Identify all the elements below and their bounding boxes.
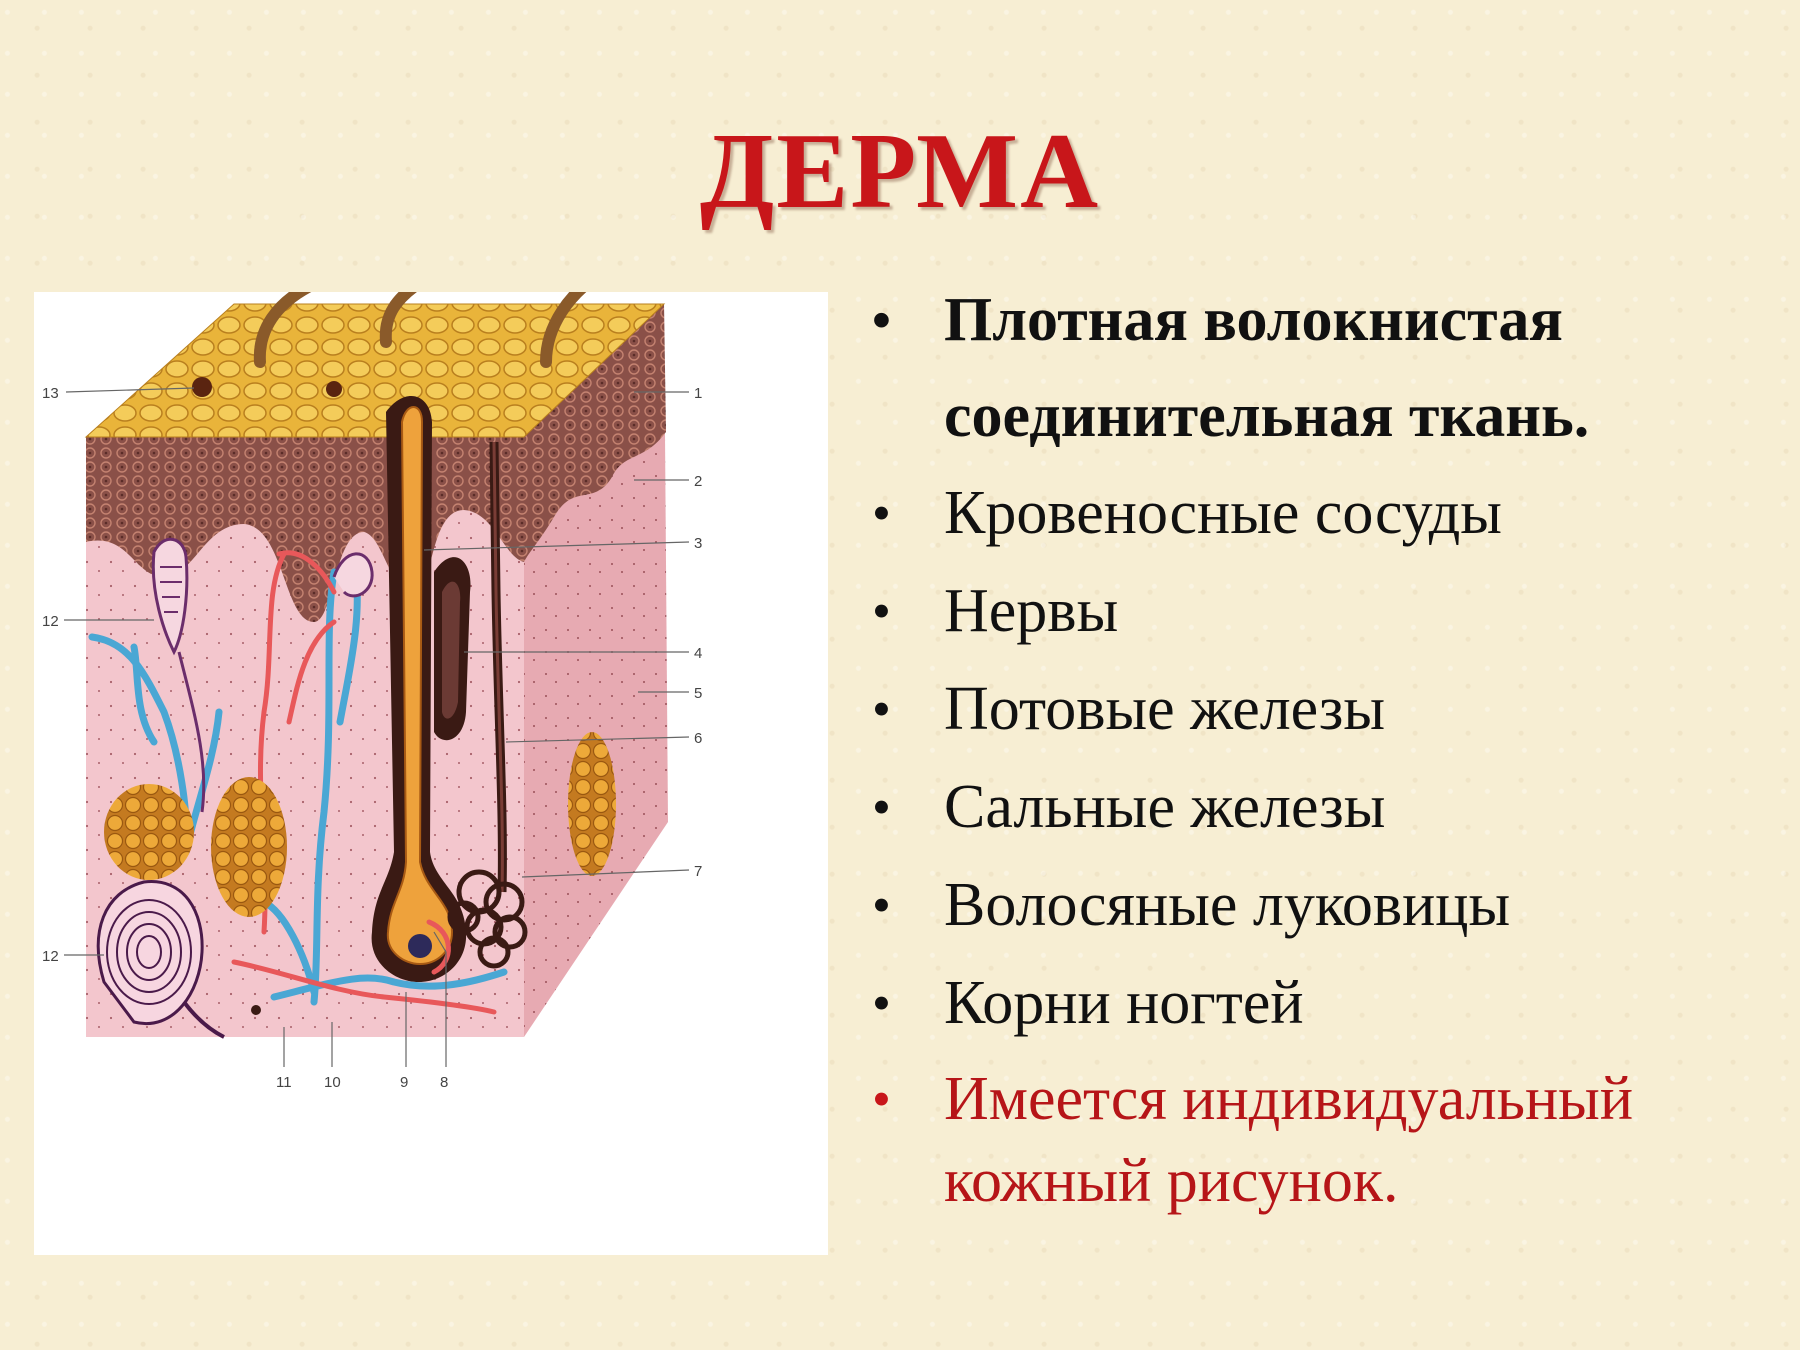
- bullet-glyph: •: [872, 483, 891, 543]
- bullet-text: Сальные железы: [944, 773, 1386, 841]
- bullet-text: Потовые железы: [944, 675, 1386, 743]
- bullet-dense-tissue: [872, 272, 1772, 464]
- sebaceous-gland-inner: [442, 582, 460, 719]
- bullet-nail-roots: [872, 954, 1772, 1052]
- pore-2: [326, 381, 342, 397]
- bullet-list: [872, 272, 1772, 1222]
- skin-diagram-panel: [34, 292, 828, 1255]
- bullet-glyph: •: [872, 875, 891, 935]
- bullet-glyph: •: [872, 777, 891, 837]
- bullet-text: Кровеносные сосуды: [944, 479, 1502, 547]
- vessel-dot: [251, 1005, 261, 1015]
- label-5: 5: [694, 685, 703, 702]
- bullet-nerves: [872, 562, 1772, 660]
- bullet-sweat-glands: [872, 660, 1772, 758]
- bullet-skin-pattern: [872, 1058, 1772, 1222]
- fat-lobule-side: [568, 732, 616, 876]
- bullet-glyph: •: [872, 973, 891, 1033]
- label-8: 8: [440, 1074, 449, 1091]
- bullet-glyph: •: [872, 581, 891, 641]
- skin-cross-section-diagram: [34, 292, 828, 1255]
- slide-title: ДЕРМА: [699, 112, 1101, 231]
- bullet-glyph: •: [872, 679, 891, 739]
- label-1: 1: [694, 385, 703, 402]
- bullet-text: Имеется индивидуальный кожный рисунок.: [944, 1065, 1633, 1215]
- hair-papilla: [408, 934, 432, 958]
- bullet-text: Плотная волокнистая соединительная ткань.: [944, 286, 1590, 450]
- fat-lobule-1: [104, 784, 194, 880]
- label-12-upper: 12: [42, 613, 59, 630]
- label-13: 13: [42, 385, 59, 402]
- label-3: 3: [694, 535, 703, 552]
- bullet-glyph: •: [872, 1069, 891, 1129]
- bullet-hair-bulbs: [872, 856, 1772, 954]
- label-10: 10: [324, 1074, 341, 1091]
- bullet-text: Волосяные луковицы: [944, 871, 1511, 939]
- bullet-text: Корни ногтей: [944, 969, 1304, 1037]
- label-7: 7: [694, 863, 703, 880]
- label-9: 9: [400, 1074, 409, 1091]
- label-12-lower: 12: [42, 948, 59, 965]
- pore-1: [192, 377, 212, 397]
- bullet-glyph: •: [872, 290, 891, 350]
- bullet-blood-vessels: [872, 464, 1772, 562]
- label-4: 4: [694, 645, 703, 662]
- bullet-sebaceous-glands: [872, 758, 1772, 856]
- fat-lobule-2: [211, 777, 287, 917]
- label-11: 11: [276, 1074, 292, 1091]
- bullet-text: Нервы: [944, 577, 1119, 645]
- label-6: 6: [694, 730, 703, 747]
- label-2: 2: [694, 473, 703, 490]
